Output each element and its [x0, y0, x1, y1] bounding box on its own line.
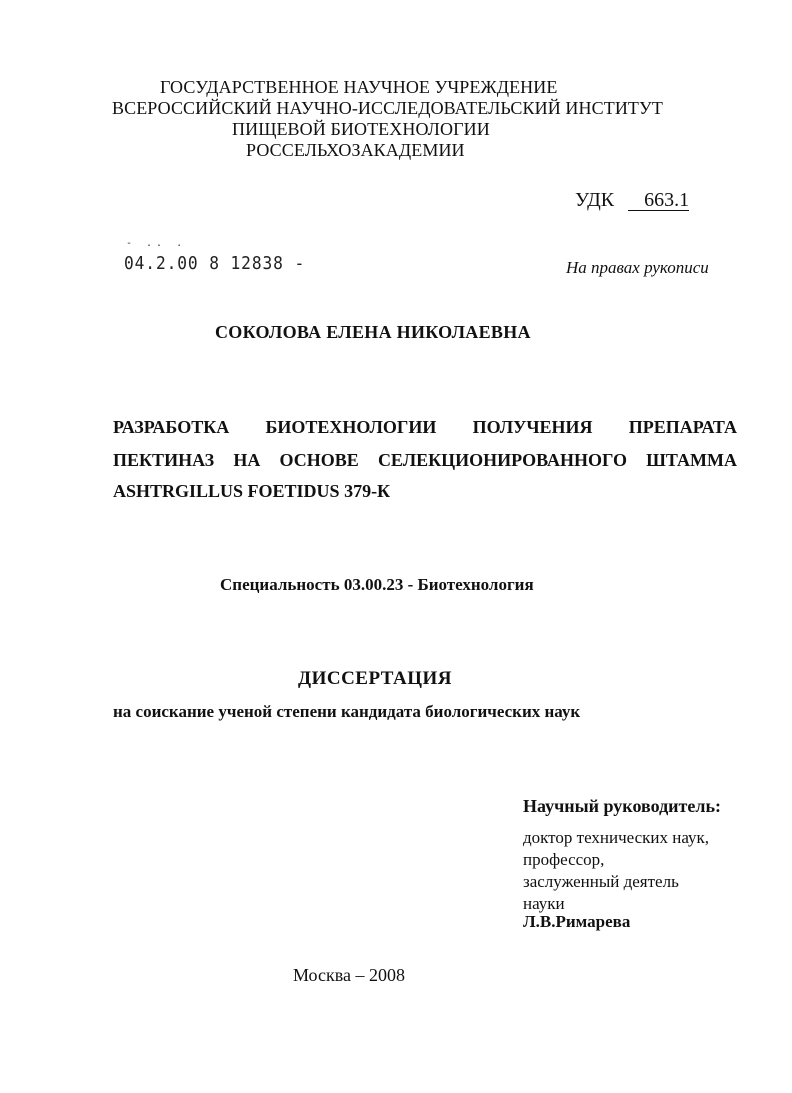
- author-name: СОКОЛОВА ЕЛЕНА НИКОЛАЕВНА: [215, 322, 531, 342]
- institution-line-1: ГОСУДАРСТВЕННОЕ НАУЧНОЕ УЧРЕЖДЕНИЕ: [160, 77, 558, 97]
- supervisor-detail-3: заслуженный деятель: [523, 872, 679, 891]
- title-line-3: ASHTRGILLUS FOETIDUS 379-К: [113, 481, 391, 501]
- dissertation-heading: ДИССЕРТАЦИЯ: [298, 668, 453, 689]
- supervisor-detail-1: доктор технических наук,: [523, 828, 710, 847]
- institution-line-2: ВСЕРОССИЙСКИЙ НАУЧНО-ИССЛЕДОВАТЕЛЬСКИЙ ИНСТИТУТ: [112, 98, 663, 118]
- degree-line: на соискание ученой степени кандидата биологических наук: [113, 702, 581, 721]
- supervisor-detail-2: профессор,: [523, 850, 605, 869]
- supervisor-heading: Научный руководитель:: [523, 796, 721, 816]
- supervisor-details: [523, 827, 709, 915]
- udk-code: [575, 189, 689, 212]
- city-year: Москва – 2008: [293, 965, 405, 985]
- library-stamp: 04.2.00 8 12838 -: [124, 253, 306, 274]
- institution-line-3: ПИЩЕВОЙ БИОТЕХНОЛОГИИ: [232, 119, 490, 139]
- stamp-dots: - .. .: [126, 238, 187, 249]
- title-line-2: ПЕКТИНАЗ НА ОСНОВЕ СЕЛЕКЦИОНИРОВАННОГО ШТАММА: [113, 450, 737, 470]
- supervisor-detail-4: науки: [523, 894, 565, 913]
- udk-label: УДК: [575, 189, 615, 211]
- specialty: Специальность 03.00.23 - Биотехнология: [220, 575, 534, 594]
- rights-note: На правах рукописи: [566, 258, 709, 277]
- udk-value: 663.1: [628, 190, 689, 211]
- title-line-1: РАЗРАБОТКА БИОТЕХНОЛОГИИ ПОЛУЧЕНИЯ ПРЕПАРАТА: [113, 417, 737, 437]
- supervisor-name: Л.В.Римарева: [523, 912, 631, 931]
- institution-line-4: РОССЕЛЬХОЗАКАДЕМИИ: [246, 140, 465, 160]
